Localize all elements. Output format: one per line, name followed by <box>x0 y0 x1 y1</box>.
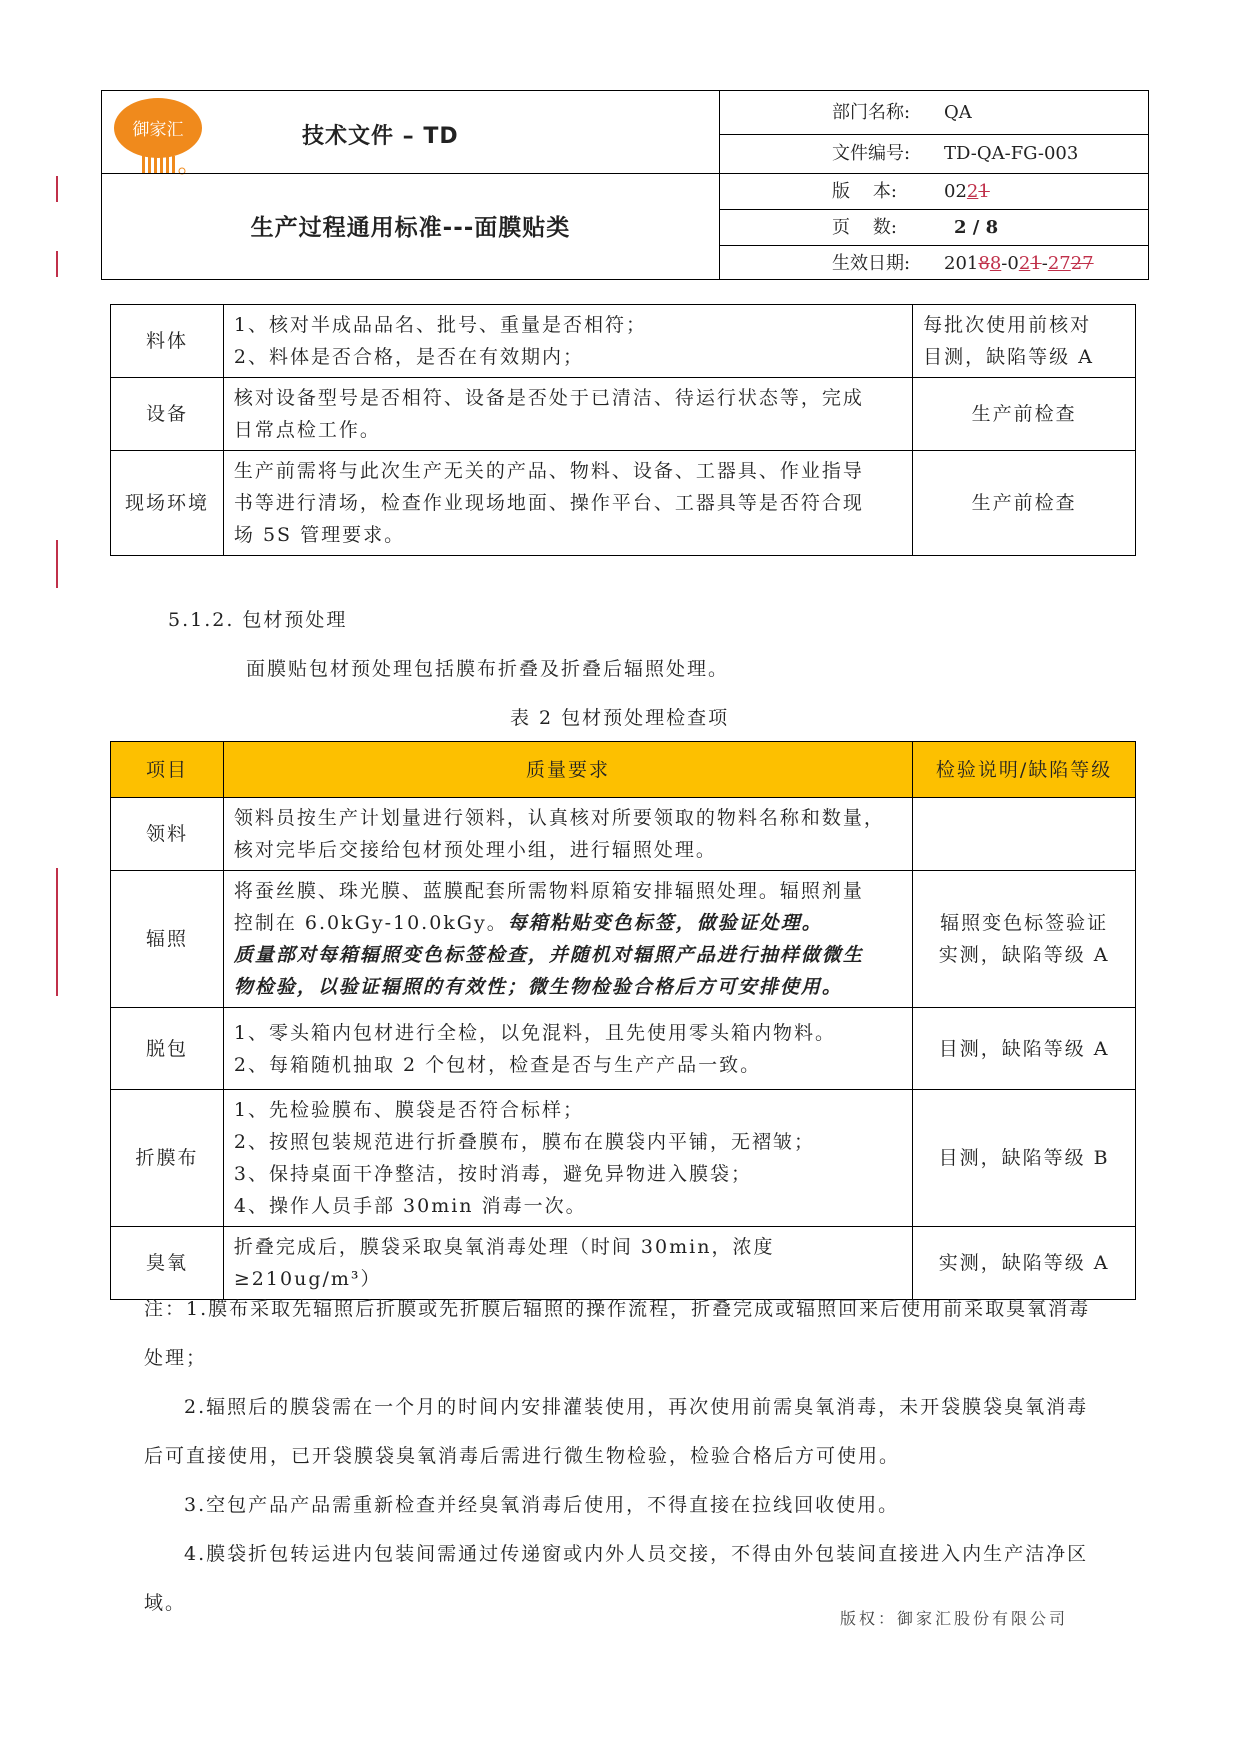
note-line: 处理； <box>144 1347 208 1369</box>
table-header-row <box>111 742 1136 798</box>
document-header <box>101 90 1149 280</box>
requirement-cell: 领料员按生产计划量进行领料，认真核对所要领取的物料名称和数量， 核对完毕后交接给包材预处理小组，进行辐照处理。 <box>223 798 912 871</box>
meta-department: 部门名称: QA <box>832 102 972 123</box>
notes-section <box>144 1285 1134 1628</box>
item-cell: 折膜布 <box>111 1090 224 1227</box>
requirement-cell: 1、零头箱内包材进行全检，以免混料，且先使用零头箱内物料。 2、每箱随机抽取 2 个包材，检查是否与生产产品一致。 <box>223 1008 912 1090</box>
note-line: 3.空包产品产品需重新检查并经臭氧消毒后使用，不得直接在拉线回收使用。 <box>184 1494 900 1516</box>
requirement-cell: 核对设备型号是否相符、设备是否处于已清洁、待运行状态等，完成 日常点检工作。 <box>223 378 912 451</box>
item-cell: 脱包 <box>111 1008 224 1090</box>
meta-pages: 页 数: 2 / 8 <box>832 217 999 238</box>
note-line: 域。 <box>144 1592 187 1614</box>
check-table-1 <box>110 304 1136 556</box>
table-caption: 表 2 包材预处理检查项 <box>510 707 730 729</box>
requirement-cell: 将蚕丝膜、珠光膜、蓝膜配套所需物料原箱安排辐照处理。辐照剂量 控制在 6.0kGy-10.0kGy。每箱粘贴变色标签，做验证处理。 质量部对每箱辐照变色标签检查，并随机对辐照产品进行抽样做微生 物检验，以验证辐照的有效性；微生物检验合格后方可安排使用。 <box>223 871 912 1008</box>
note-line: 2.辐照后的膜袋需在一个月的时间内安排灌装使用，再次使用前需臭氧消毒，未开袋膜袋臭氧消毒 <box>184 1396 1089 1418</box>
item-cell: 现场环境 <box>111 451 224 556</box>
inspection-cell: 每批次使用前核对 目测，缺陷等级 A <box>913 305 1136 378</box>
requirement-cell: 折叠完成后，膜袋采取臭氧消毒处理（时间 30min，浓度≥210ug/m³） <box>223 1227 912 1300</box>
check-table-2 <box>110 741 1136 1300</box>
table-row <box>111 451 1136 556</box>
revision-bar <box>56 176 58 202</box>
table-row <box>111 305 1136 378</box>
meta-effective-date: 生效日期: 20188-021-2727 <box>832 253 1094 274</box>
table-row <box>111 1008 1136 1090</box>
column-header: 项目 <box>111 742 224 798</box>
note-line: 后可直接使用，已开袋膜袋臭氧消毒后需进行微生物检验，检验合格后方可使用。 <box>144 1445 901 1467</box>
table-row <box>111 871 1136 1008</box>
requirement-cell: 1、核对半成品品名、批号、重量是否相符； 2、料体是否合格，是否在有效期内； <box>223 305 912 378</box>
inspection-cell <box>913 798 1136 871</box>
section-heading: 5.1.2. 包材预处理 <box>168 609 348 631</box>
column-header: 检验说明/缺陷等级 <box>913 742 1136 798</box>
inspection-cell: 实测，缺陷等级 A <box>913 1227 1136 1300</box>
inspection-cell: 辐照变色标签验证 实测，缺陷等级 A <box>913 871 1136 1008</box>
requirement-cell: 生产前需将与此次生产无关的产品、物料、设备、工器具、作业指导 书等进行清场，检查作业现场地面、操作平台、工器具等是否符合现 场 5S 管理要求。 <box>223 451 912 556</box>
table-row <box>111 798 1136 871</box>
table-row <box>111 1090 1136 1227</box>
copyright-footer: 版权：御家汇股份有限公司 <box>840 1609 1069 1628</box>
item-cell: 辐照 <box>111 871 224 1008</box>
revision-bar <box>56 540 58 588</box>
logo-text: 御家汇 <box>132 120 184 140</box>
document-kind: 技术文件 – TD <box>302 124 459 149</box>
inspection-cell: 目测，缺陷等级 B <box>913 1090 1136 1227</box>
revision-bar <box>56 251 58 277</box>
inspection-cell: 生产前检查 <box>913 378 1136 451</box>
inspection-cell: 目测，缺陷等级 A <box>913 1008 1136 1090</box>
table-row <box>111 378 1136 451</box>
item-cell: 领料 <box>111 798 224 871</box>
document-title: 生产过程通用标准---面膜贴类 <box>250 215 571 241</box>
column-header: 质量要求 <box>223 742 912 798</box>
requirement-cell: 1、先检验膜布、膜袋是否符合标样； 2、按照包装规范进行折叠膜布，膜布在膜袋内平铺，无褶皱； 3、保持桌面干净整洁，按时消毒，避免异物进入膜袋； 4、操作人员手部 30min 消毒一次。 <box>223 1090 912 1227</box>
inspection-cell: 生产前检查 <box>913 451 1136 556</box>
item-cell: 料体 <box>111 305 224 378</box>
meta-file-number: 文件编号: TD-QA-FG-003 <box>832 143 1079 164</box>
note-line: 4.膜袋折包转运进内包装间需通过传递窗或内外人员交接，不得由外包装间直接进入内生产洁净区 <box>184 1543 1089 1565</box>
section-intro: 面膜贴包材预处理包括膜布折叠及折叠后辐照处理。 <box>246 658 730 680</box>
meta-version: 版 本: 0221 <box>832 181 990 202</box>
item-cell: 设备 <box>111 378 224 451</box>
note-line: 注：1.膜布采取先辐照后折膜或先折膜后辐照的操作流程，折叠完成或辐照回来后使用前采取臭氧消毒 <box>144 1298 1091 1320</box>
company-logo <box>112 94 204 176</box>
item-cell: 臭氧 <box>111 1227 224 1300</box>
revision-bar <box>56 868 58 996</box>
